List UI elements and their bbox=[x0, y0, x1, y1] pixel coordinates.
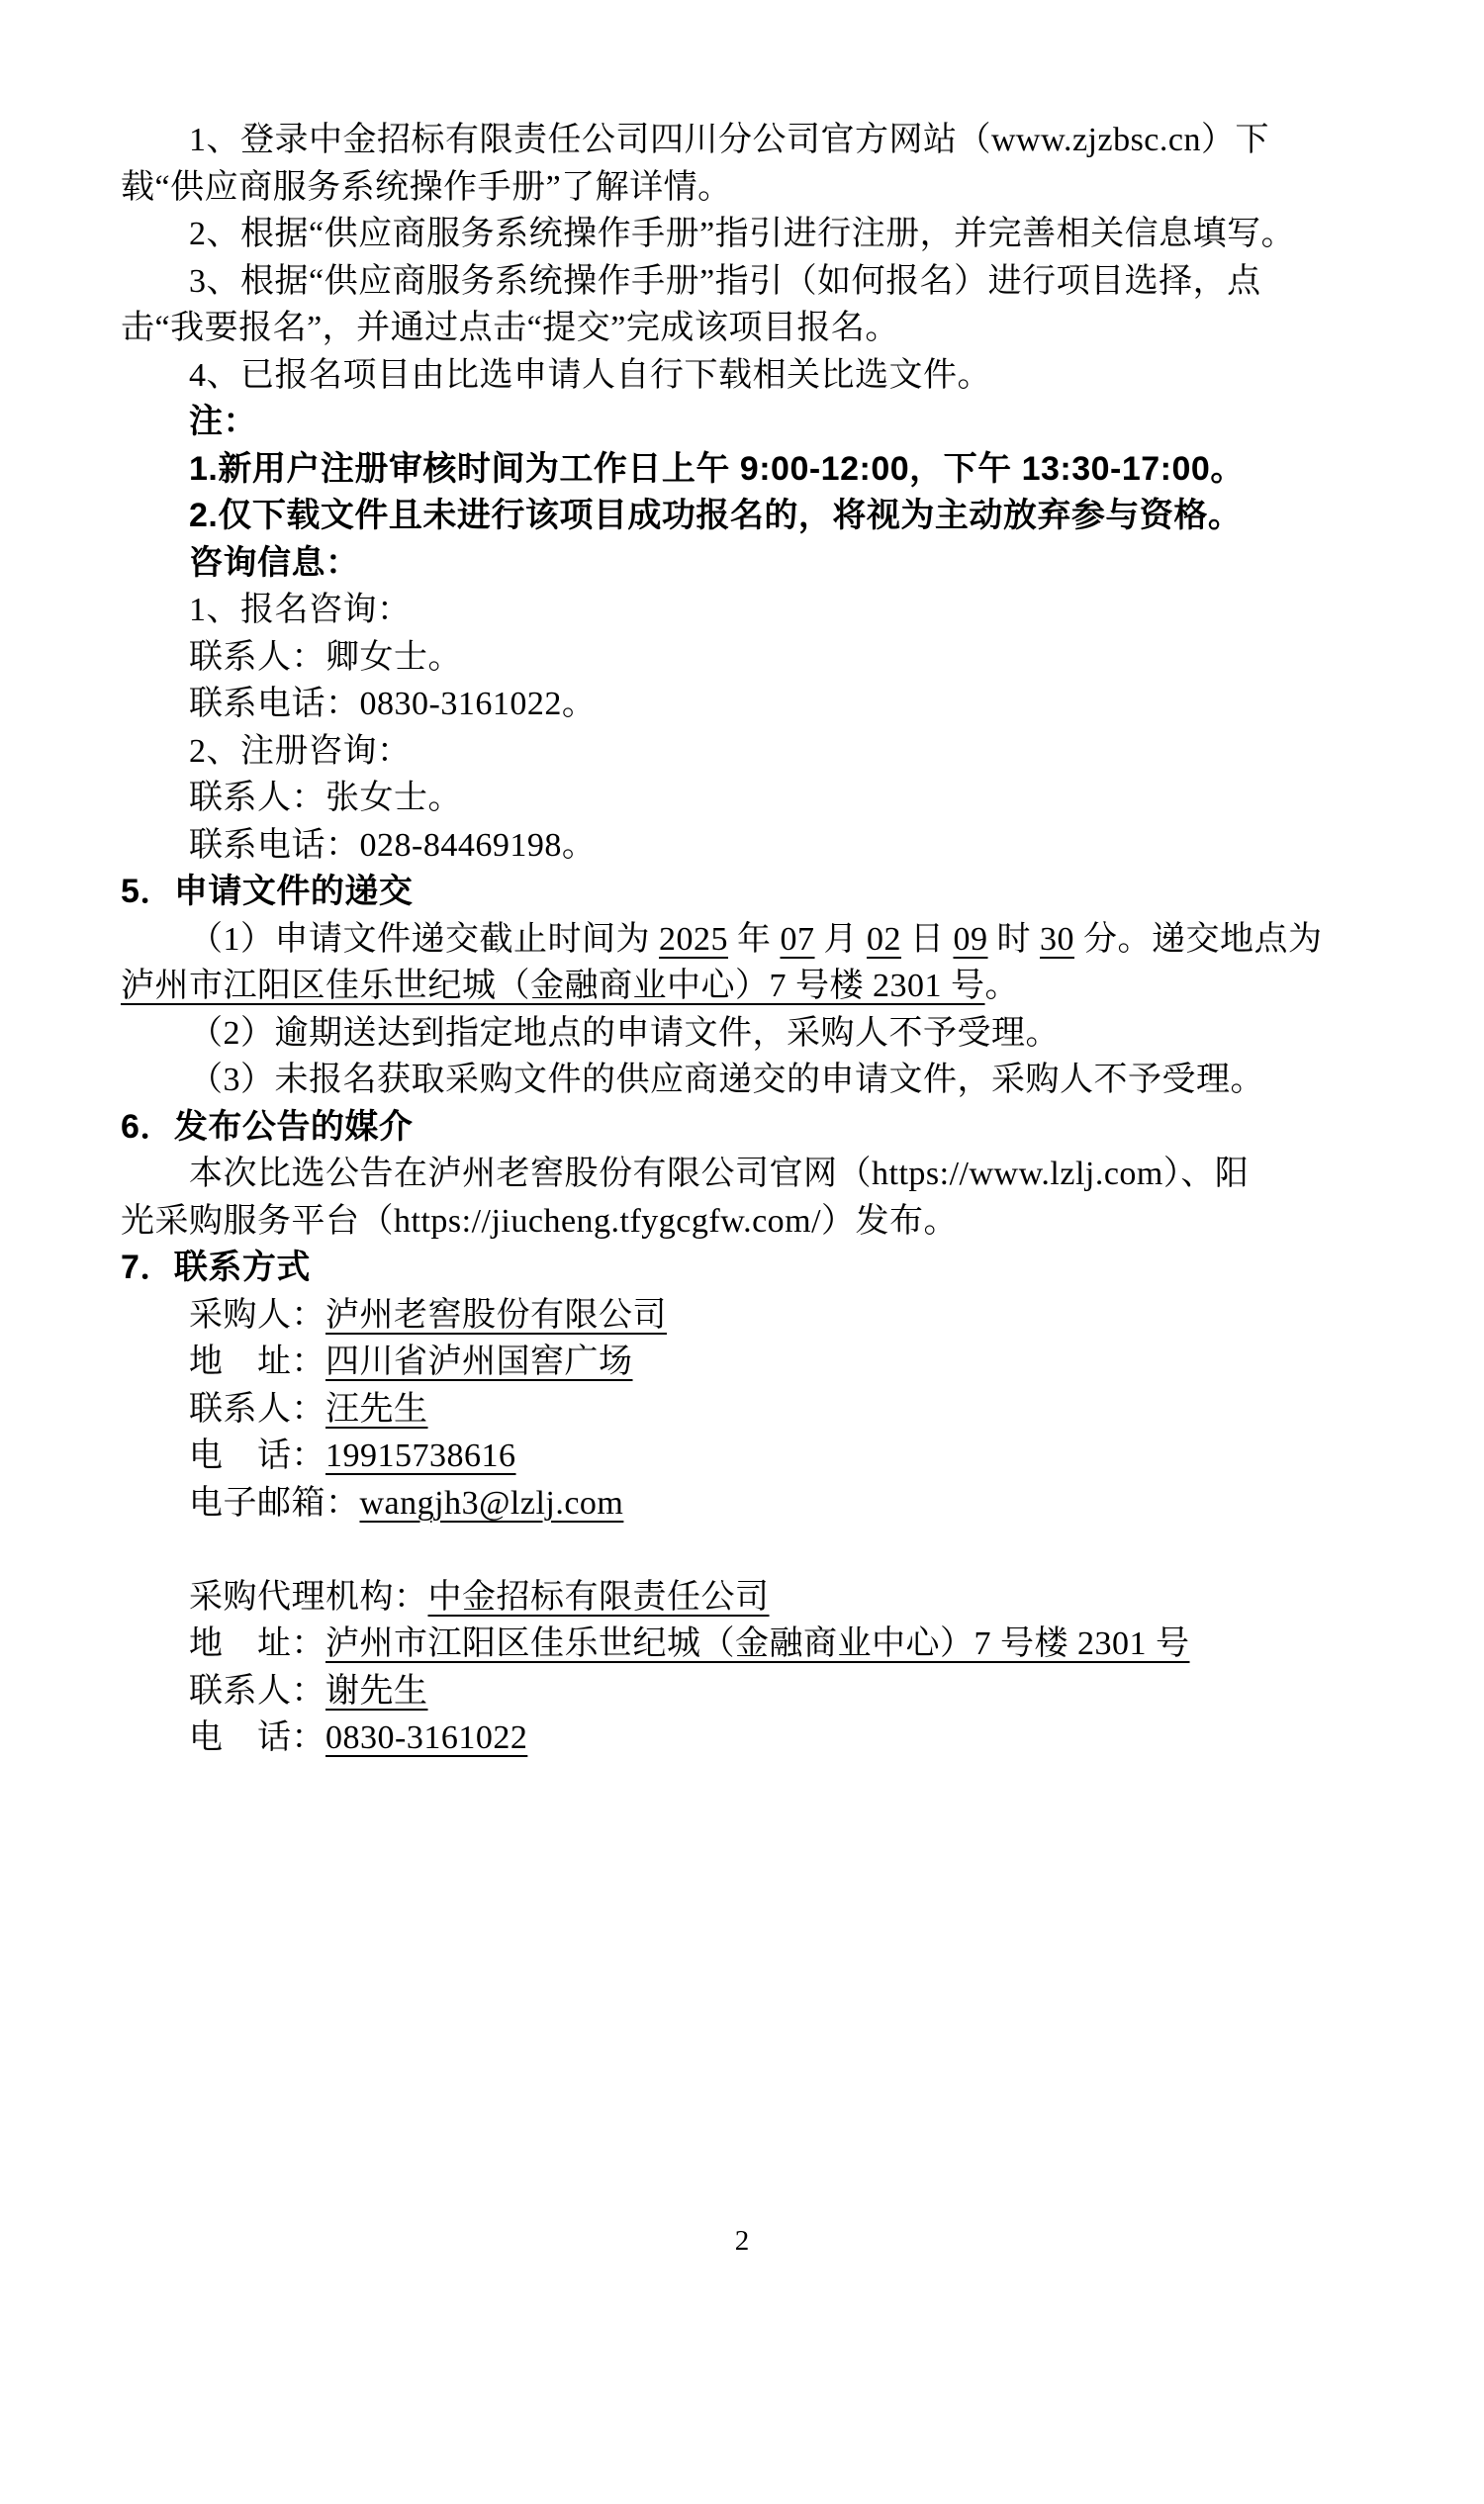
submission-rule-2 bbox=[121, 1010, 1417, 1058]
purchaser-contact bbox=[121, 1386, 1417, 1434]
submission-deadline-line1 bbox=[121, 916, 1417, 964]
text-run: 电 话： bbox=[189, 1719, 325, 1756]
text-run: 。 bbox=[984, 968, 1019, 1004]
underlined-text-run: 0830-3161022 bbox=[325, 1719, 528, 1756]
text-run: 年 bbox=[728, 920, 781, 958]
para-step2 bbox=[121, 211, 1417, 258]
text-run: 咨询信息： bbox=[189, 543, 360, 582]
agency-phone bbox=[121, 1715, 1417, 1762]
underlined-text-run: 02 bbox=[867, 920, 901, 958]
purchaser-phone bbox=[121, 1433, 1417, 1480]
text-run: 3、根据“供应商服务系统操作手册”指引（如何报名）进行项目选择，点 bbox=[189, 262, 1261, 300]
section-5-heading bbox=[121, 869, 1417, 916]
underlined-text-run: 2025 bbox=[659, 920, 728, 958]
para-step1-line2 bbox=[121, 164, 1417, 212]
underlined-text-run: 谢先生 bbox=[325, 1672, 428, 1710]
text-run: 分。递交地点为 bbox=[1074, 920, 1323, 958]
underlined-text-run: 泸州市江阳区佳乐世纪城（金融商业中心）7 号楼 2301 号 bbox=[121, 968, 985, 1004]
text-run: 采购代理机构： bbox=[189, 1578, 428, 1616]
purchaser-address bbox=[121, 1339, 1417, 1386]
page-number: 2 bbox=[734, 2225, 750, 2257]
text-run: 2、根据“供应商服务系统操作手册”指引进行注册，并完善相关信息填写。 bbox=[189, 216, 1296, 252]
text-run: 光采购服务平台（https://jiucheng.tfygcgfw.com/）发布。 bbox=[121, 1202, 959, 1240]
text-run: 5．申请文件的递交 bbox=[121, 873, 414, 910]
text-run: 电 话： bbox=[189, 1437, 325, 1474]
submission-deadline-line2 bbox=[121, 963, 1417, 1010]
text-run: 击“我要报名”，并通过点击“提交”完成该项目报名。 bbox=[121, 310, 899, 346]
blank-line bbox=[121, 1527, 1417, 1574]
underlined-text-run: 07 bbox=[780, 920, 815, 958]
text-run: 时 bbox=[987, 920, 1040, 958]
text-run: （1）申请文件递交截止时间为 bbox=[189, 920, 659, 958]
underlined-text-run: 泸州老窖股份有限公司 bbox=[325, 1296, 667, 1334]
consult-signup-contact bbox=[121, 634, 1417, 682]
text-run: 地 址： bbox=[189, 1344, 325, 1380]
text-run: 载“供应商服务系统操作手册”了解详情。 bbox=[121, 168, 732, 206]
consult-register-phone bbox=[121, 822, 1417, 870]
agency-contact bbox=[121, 1668, 1417, 1716]
section-7-heading bbox=[121, 1245, 1417, 1292]
consult-signup-label bbox=[121, 587, 1417, 634]
text-run: 日 bbox=[901, 920, 954, 958]
text-run: （3）未报名获取采购文件的供应商递交的申请文件，采购人不予受理。 bbox=[189, 1062, 1264, 1098]
text-run: 月 bbox=[814, 920, 867, 958]
underlined-text-run: wangjh3@lzlj.com bbox=[359, 1484, 624, 1522]
text-run: 电子邮箱： bbox=[189, 1484, 360, 1522]
note-item-1 bbox=[121, 446, 1417, 494]
text-run: 联系电话：0830-3161022。 bbox=[189, 686, 597, 722]
text-run: 1、登录中金招标有限责任公司四川分公司官方网站（www.zjzbsc.cn）下 bbox=[189, 122, 1269, 158]
text-run: 采购人： bbox=[189, 1296, 325, 1334]
text-run: 1.新用户注册审核时间为工作日上午 9:00-12:00，下午 13:30-17:00。 bbox=[189, 449, 1245, 488]
announcement-media-line2 bbox=[121, 1198, 1417, 1246]
agency-address bbox=[121, 1621, 1417, 1668]
underlined-text-run: 中金招标有限责任公司 bbox=[427, 1578, 770, 1616]
note-label bbox=[121, 399, 1417, 446]
purchaser-name bbox=[121, 1292, 1417, 1340]
text-run: 注： bbox=[189, 403, 257, 440]
text-run: 6．发布公告的媒介 bbox=[121, 1107, 414, 1146]
submission-rule-3 bbox=[121, 1057, 1417, 1104]
text-run: 2、注册咨询： bbox=[189, 732, 412, 770]
text-run: 联系人： bbox=[189, 1390, 325, 1428]
underlined-text-run: 09 bbox=[953, 920, 988, 958]
para-step1-line1 bbox=[121, 117, 1417, 164]
text-run: 2.仅下载文件且未进行该项目成功报名的，将视为主动放弃参与资格。 bbox=[189, 497, 1243, 534]
text-run: 1、报名咨询： bbox=[189, 592, 412, 628]
underlined-text-run: 19915738616 bbox=[325, 1437, 516, 1474]
text-run: 本次比选公告在泸州老窖股份有限公司官网（https://www.lzlj.com）、阳 bbox=[189, 1156, 1250, 1192]
text-run: 地 址： bbox=[189, 1625, 325, 1662]
underlined-text-run: 30 bbox=[1040, 920, 1074, 958]
text-run: 联系人：张女士。 bbox=[189, 780, 462, 816]
text-run: 7．联系方式 bbox=[121, 1249, 311, 1286]
underlined-text-run: 汪先生 bbox=[325, 1390, 428, 1428]
text-run: 4、已报名项目由比选申请人自行下载相关比选文件。 bbox=[189, 356, 991, 394]
consult-info-label bbox=[121, 540, 1417, 588]
announcement-media-line1 bbox=[121, 1151, 1417, 1198]
consult-register-contact bbox=[121, 775, 1417, 822]
document-body bbox=[121, 117, 1417, 1762]
consult-register-label bbox=[121, 728, 1417, 776]
text-run: 联系人：卿女士。 bbox=[189, 638, 462, 676]
para-step3-line2 bbox=[121, 305, 1417, 352]
text-run: （2）逾期送达到指定地点的申请文件，采购人不予受理。 bbox=[189, 1014, 1060, 1052]
text-run: 联系人： bbox=[189, 1672, 325, 1710]
underlined-text-run: 四川省泸州国窖广场 bbox=[325, 1344, 633, 1380]
para-step3-line1 bbox=[121, 258, 1417, 306]
purchaser-email bbox=[121, 1480, 1417, 1528]
para-step4 bbox=[121, 352, 1417, 400]
underlined-text-run: 泸州市江阳区佳乐世纪城（金融商业中心）7 号楼 2301 号 bbox=[325, 1625, 1190, 1662]
agency-name bbox=[121, 1574, 1417, 1622]
consult-signup-phone bbox=[121, 681, 1417, 728]
text-run: 联系电话：028-84469198。 bbox=[189, 826, 597, 864]
section-6-heading bbox=[121, 1104, 1417, 1152]
note-item-2 bbox=[121, 493, 1417, 540]
